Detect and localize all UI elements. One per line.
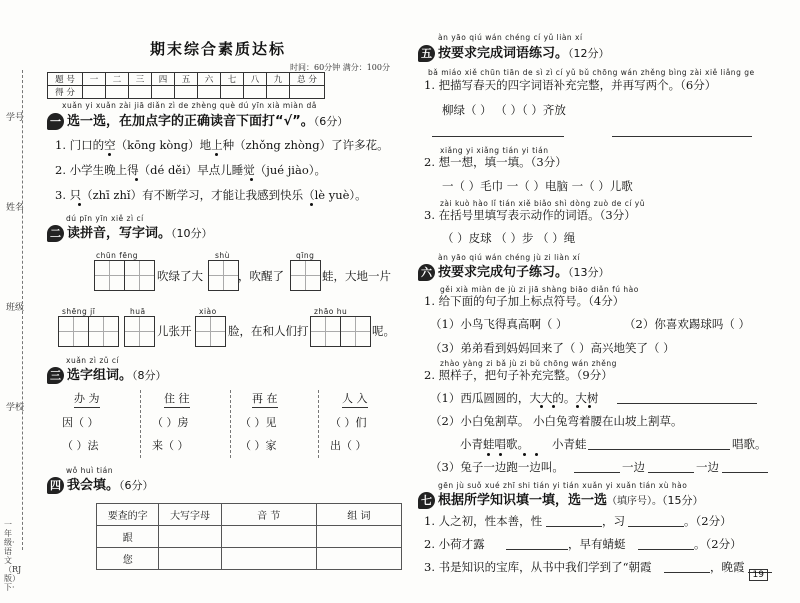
score-header-cell: 二 [106,73,129,86]
dictionary-table [96,503,402,570]
answer-line[interactable] [617,403,757,404]
sec1-number: 一 [47,113,64,130]
sec2-pinyin: dú pīn yīn xiě zì cí [66,214,144,223]
score-header-cell: 六 [198,73,221,86]
score-header-cell: 三 [129,73,152,86]
page-title: 期末综合素质达标 [150,40,287,58]
emphasis-dot [576,405,579,408]
sec6-q2-points: （9分） [576,368,613,382]
sec6-q2-text: 2. 照样子，把句子补充完整。 [424,368,577,382]
sec7-number: 七 [418,492,435,509]
score-row-label: 得 分 [48,86,83,99]
sec3-title: 选字组词。 [67,368,133,383]
sec1-heading [47,110,348,130]
score-cell[interactable] [175,86,198,99]
word1-pinyin: chūn fēng [96,251,139,260]
sec1-item-2: 2. 小学生晚上得（dé děi）早点儿睡觉（jué jiào）。 [55,163,327,177]
sec3-number: 三 [47,367,64,384]
score-cell[interactable] [244,86,267,99]
word-blank[interactable]: （ ）们 [330,416,367,429]
sec7-heading [418,489,704,509]
emphasis-dot [487,453,490,456]
row-char: 您 [97,548,159,570]
score-header-cell: 八 [244,73,267,86]
sec3-pinyin: xuǎn zì zǔ cí [66,356,120,365]
sec5-q2 [424,154,567,170]
word3-pinyin: qīng [296,251,315,260]
writing-box[interactable] [195,316,226,347]
score-header-cell: 九 [267,73,290,86]
spine-book-label: 一年级·语文（RJ版）下· [4,520,22,592]
score-cell[interactable] [290,86,325,99]
sec1-title: 选一选，在加点字的正确读音下面打“√”。 [67,114,314,129]
sec5-pinyin: àn yāo qiú wán chéng cí yǔ liàn xí [438,33,583,42]
answer-line[interactable] [638,549,694,550]
sec6-q2-c2: 小青蛙 [552,437,587,451]
group-divider [318,390,319,458]
word4-pinyin: shēng jī [62,307,96,316]
emphasis-dot [535,453,538,456]
group-divider [140,390,141,458]
sec7-points: （15分） [662,494,704,507]
answer-cell[interactable] [221,526,316,548]
sec6-title: 按要求完成句子练习。 [438,265,569,280]
score-header-cell: 七 [221,73,244,86]
writing-box[interactable] [208,260,239,291]
sec2-text-5: 脸，在和人们打 [228,324,309,338]
col-header: 大写字母 [159,504,221,526]
sec5-q3-pinyin: zài kuò hào lǐ tián xiě biǎo shì dòng zuò de cí yǔ [440,199,645,208]
sec7-q3: 3. 书是知识的宝库，从书中我们学到了“朝霞 [424,560,652,574]
sec5-points: （12分） [568,47,610,60]
spine-student-id: 学号 [6,113,25,123]
answer-line[interactable] [612,136,752,137]
word6-pinyin: xiào [199,307,217,316]
sec4-pinyin: wǒ huì tián [66,466,113,475]
word-blank[interactable]: （ ）法 [62,439,99,452]
sec4-points: （6分） [119,479,154,492]
word-blank[interactable]: （ ）房 [152,416,189,429]
writing-box[interactable] [58,316,89,347]
score-cell[interactable] [267,86,290,99]
sec5-q2-points: （3分） [530,155,567,169]
sec1-pinyin: xuǎn yi xuǎn zài jiā diǎn zì de zhèng què dú yīn xià miàn dǎ [62,101,317,110]
score-cell[interactable] [83,86,106,99]
sec5-q2-line: 一（ ）毛巾 一（ ）电脑 一（ ）儿歌 [442,179,633,193]
word-blank[interactable]: 因（ ） [62,416,99,429]
sec1-item-1: 1. 门口的空（kōng kòng）地上种（zhǒng zhòng）了许多花。 [55,138,389,152]
choice-chars: 办 为 [74,390,100,408]
sec4-title: 我会填。 [67,478,120,493]
writing-box[interactable] [124,316,155,347]
sec5-number: 五 [418,45,435,62]
word-blank[interactable]: （ ）家 [240,439,277,452]
emphasis-dot [250,178,253,181]
sec7-q1-b: ，习 [602,514,625,528]
sec2-title: 读拼音，写字词。 [67,226,172,241]
sec7-title: 根据所学知识填一填，选一选 [438,493,608,508]
writing-box[interactable] [310,316,341,347]
sec7-q2-b: ，早有蜻蜓 [568,537,626,551]
score-header-cell: 四 [152,73,175,86]
spine-school: 学校 [6,403,25,413]
sec7-q3-b: ，晚霞 [710,560,745,574]
sec3-heading [47,364,167,384]
sec2-points: （10分） [171,227,213,240]
sec6-heading [418,261,610,281]
sec5-q1-text: 1. 把描写春天的四字词语补充完整，并再写两个。 [424,78,681,92]
emphasis-dot [588,405,591,408]
group-divider [230,390,231,458]
emphasis-dot [108,153,111,156]
sec6-q1 [424,293,624,309]
sec6-q2-c1: 小青蛙唱歌。 [460,437,529,451]
emphasis-dot [135,178,138,181]
spine-name: 姓名 [6,203,25,213]
sec5-q1-pinyin: bǎ miáo xiě chūn tiān de sì zì cí yǔ bǔ chōng wán zhěng bìng zài xiě liǎng ge [428,68,755,77]
answer-cell[interactable] [316,526,401,548]
emphasis-dot [78,203,81,206]
answer-line[interactable] [506,549,568,550]
emphasis-dot [552,405,555,408]
choice-chars: 住 往 [164,390,190,408]
answer-line[interactable] [432,136,564,137]
writing-box[interactable] [290,260,321,291]
page-number: 19 [749,569,768,581]
sec6-q2-a: （1）西瓜圆圆的，大大的。大树 [430,391,599,405]
sec5-q2-pinyin: xiǎng yi xiǎng tián yi tián [440,146,549,155]
sec6-q2-d1: （3）兔子一边跑一边叫。 [430,460,564,474]
word-blank[interactable]: 出（ ） [330,439,367,452]
emphasis-dot [540,405,543,408]
word-blank[interactable]: 来（ ） [152,439,189,452]
emphasis-dot [310,203,313,206]
sec5-q3-text: 3. 在括号里填写表示动作的词语。 [424,208,600,222]
writing-box[interactable] [124,260,155,291]
sec7-title-suffix: （填序号）。 [607,496,663,507]
choice-chars: 人 入 [342,390,368,408]
answer-cell[interactable] [159,548,221,570]
sec6-q2-d3: 一边 [696,460,719,474]
score-header-cell: 五 [175,73,198,86]
sec6-points: （13分） [568,266,610,279]
answer-line[interactable] [574,472,620,473]
answer-line[interactable] [588,449,730,450]
score-table [47,72,325,99]
score-header-cell: 题 号 [48,73,83,86]
sec4-number: 四 [47,477,64,494]
score-header-cell: 总 分 [290,73,325,86]
word5-pinyin: huā [130,307,146,316]
score-cell[interactable] [106,86,129,99]
sec6-number: 六 [418,264,435,281]
sec7-q2: 2. 小荷才露 [424,537,485,551]
sec6-q2-c3: 唱歌。 [732,437,767,451]
emphasis-dot [215,153,218,156]
sec6-q2-d2: 一边 [622,460,645,474]
sec6-q1-a: （1）小鸟飞得真高啊（ ） [430,317,568,331]
emphasis-dot [499,453,502,456]
sec5-q1-line: 柳绿（ ） （ ）（ ）齐放 [442,103,566,117]
emphasis-dot [523,453,526,456]
score-header-cell: 一 [83,73,106,86]
right-page [402,0,800,603]
sec2-text-3: 蛙，大地一片 [322,269,391,283]
sec6-q2-b: （2）小白兔割草。 小白兔弯着腰在山坡上割草。 [430,414,683,428]
sec5-heading [418,42,610,62]
sec2-text-2: ，吹醒了 [238,269,284,283]
sec1-points: （6分） [313,115,349,128]
word2-pinyin: shù [215,251,230,260]
sec5-q3-points: （3分） [599,208,636,222]
writing-box[interactable] [94,260,125,291]
col-header: 音 节 [221,504,316,526]
sec5-q1 [424,77,716,93]
sec5-q1-points: （6分） [680,78,717,92]
sec5-q3 [424,207,636,223]
sec6-q1-text: 1. 给下面的句子加上标点符号。 [424,294,589,308]
spine-class: 班级 [6,303,25,313]
row-char: 跟 [97,526,159,548]
sec6-q1-pinyin: gěi xià miàn de jù zi jiā shàng biāo diǎn fú hào [440,285,639,294]
sec1-item-3: 3. 只（zhī zhǐ）有不断学习，才能让我感到快乐（lè yuè）。 [55,188,367,202]
sec7-q2-points: 。（2分） [694,537,742,551]
sec6-q1-b: （2）你喜欢踢球吗（ ） [624,317,750,331]
exam-meta: 时间：60分钟 满分：100分 [290,63,390,72]
writing-box[interactable] [340,316,371,347]
sec2-text-4: 儿张开 [157,324,192,338]
sec7-pinyin: gēn jù suǒ xué zhī shi tián yi tián xuǎn yi xuǎn tián xù hào [438,481,688,490]
score-cell[interactable] [129,86,152,99]
answer-line[interactable] [546,526,602,527]
sec7-q1: 1. 人之初，性本善，性 [424,514,543,528]
cut-line [22,70,23,550]
sec2-number: 二 [47,225,64,242]
answer-line[interactable] [664,572,710,573]
word7-pinyin: zhāo hu [314,307,348,316]
sec6-q1-points: （4分） [588,294,625,308]
sec3-points: （8分） [132,369,167,382]
answer-line[interactable] [648,472,694,473]
word-blank[interactable]: （ ）见 [240,416,277,429]
score-cell[interactable] [152,86,175,99]
sec2-text-6: 呢。 [372,324,395,338]
choice-chars: 再 在 [252,390,278,408]
score-cell[interactable] [221,86,244,99]
answer-line[interactable] [722,472,768,473]
sec2-text-1: 吹绿了大 [157,269,203,283]
sec6-pinyin: àn yāo qiú wán chéng jù zi liàn xí [438,253,581,262]
sec2-heading [47,222,213,242]
sec4-heading [47,474,154,494]
col-header: 要查的字 [97,504,159,526]
answer-cell[interactable] [221,548,316,570]
answer-line[interactable] [628,526,684,527]
sec6-q2-pinyin: zhào yàng zi bǎ jù zi bǔ chōng wán zhěng [440,359,617,368]
sec6-q2 [424,367,613,383]
sec5-q3-line: （ ）皮球 （ ）步 （ ）绳 [442,231,576,245]
col-header: 组 词 [316,504,401,526]
sec5-title: 按要求完成词语练习。 [438,46,569,61]
writing-box[interactable] [88,316,119,347]
sec7-q1-points: 。（2分） [684,514,732,528]
score-cell[interactable] [198,86,221,99]
sec6-q1-c: （3）弟弟看到妈妈回来了（ ）高兴地笑了（ ） [430,341,675,355]
answer-cell[interactable] [159,526,221,548]
sec5-q2-text: 2. 想一想，填一填。 [424,155,531,169]
answer-cell[interactable] [316,548,401,570]
